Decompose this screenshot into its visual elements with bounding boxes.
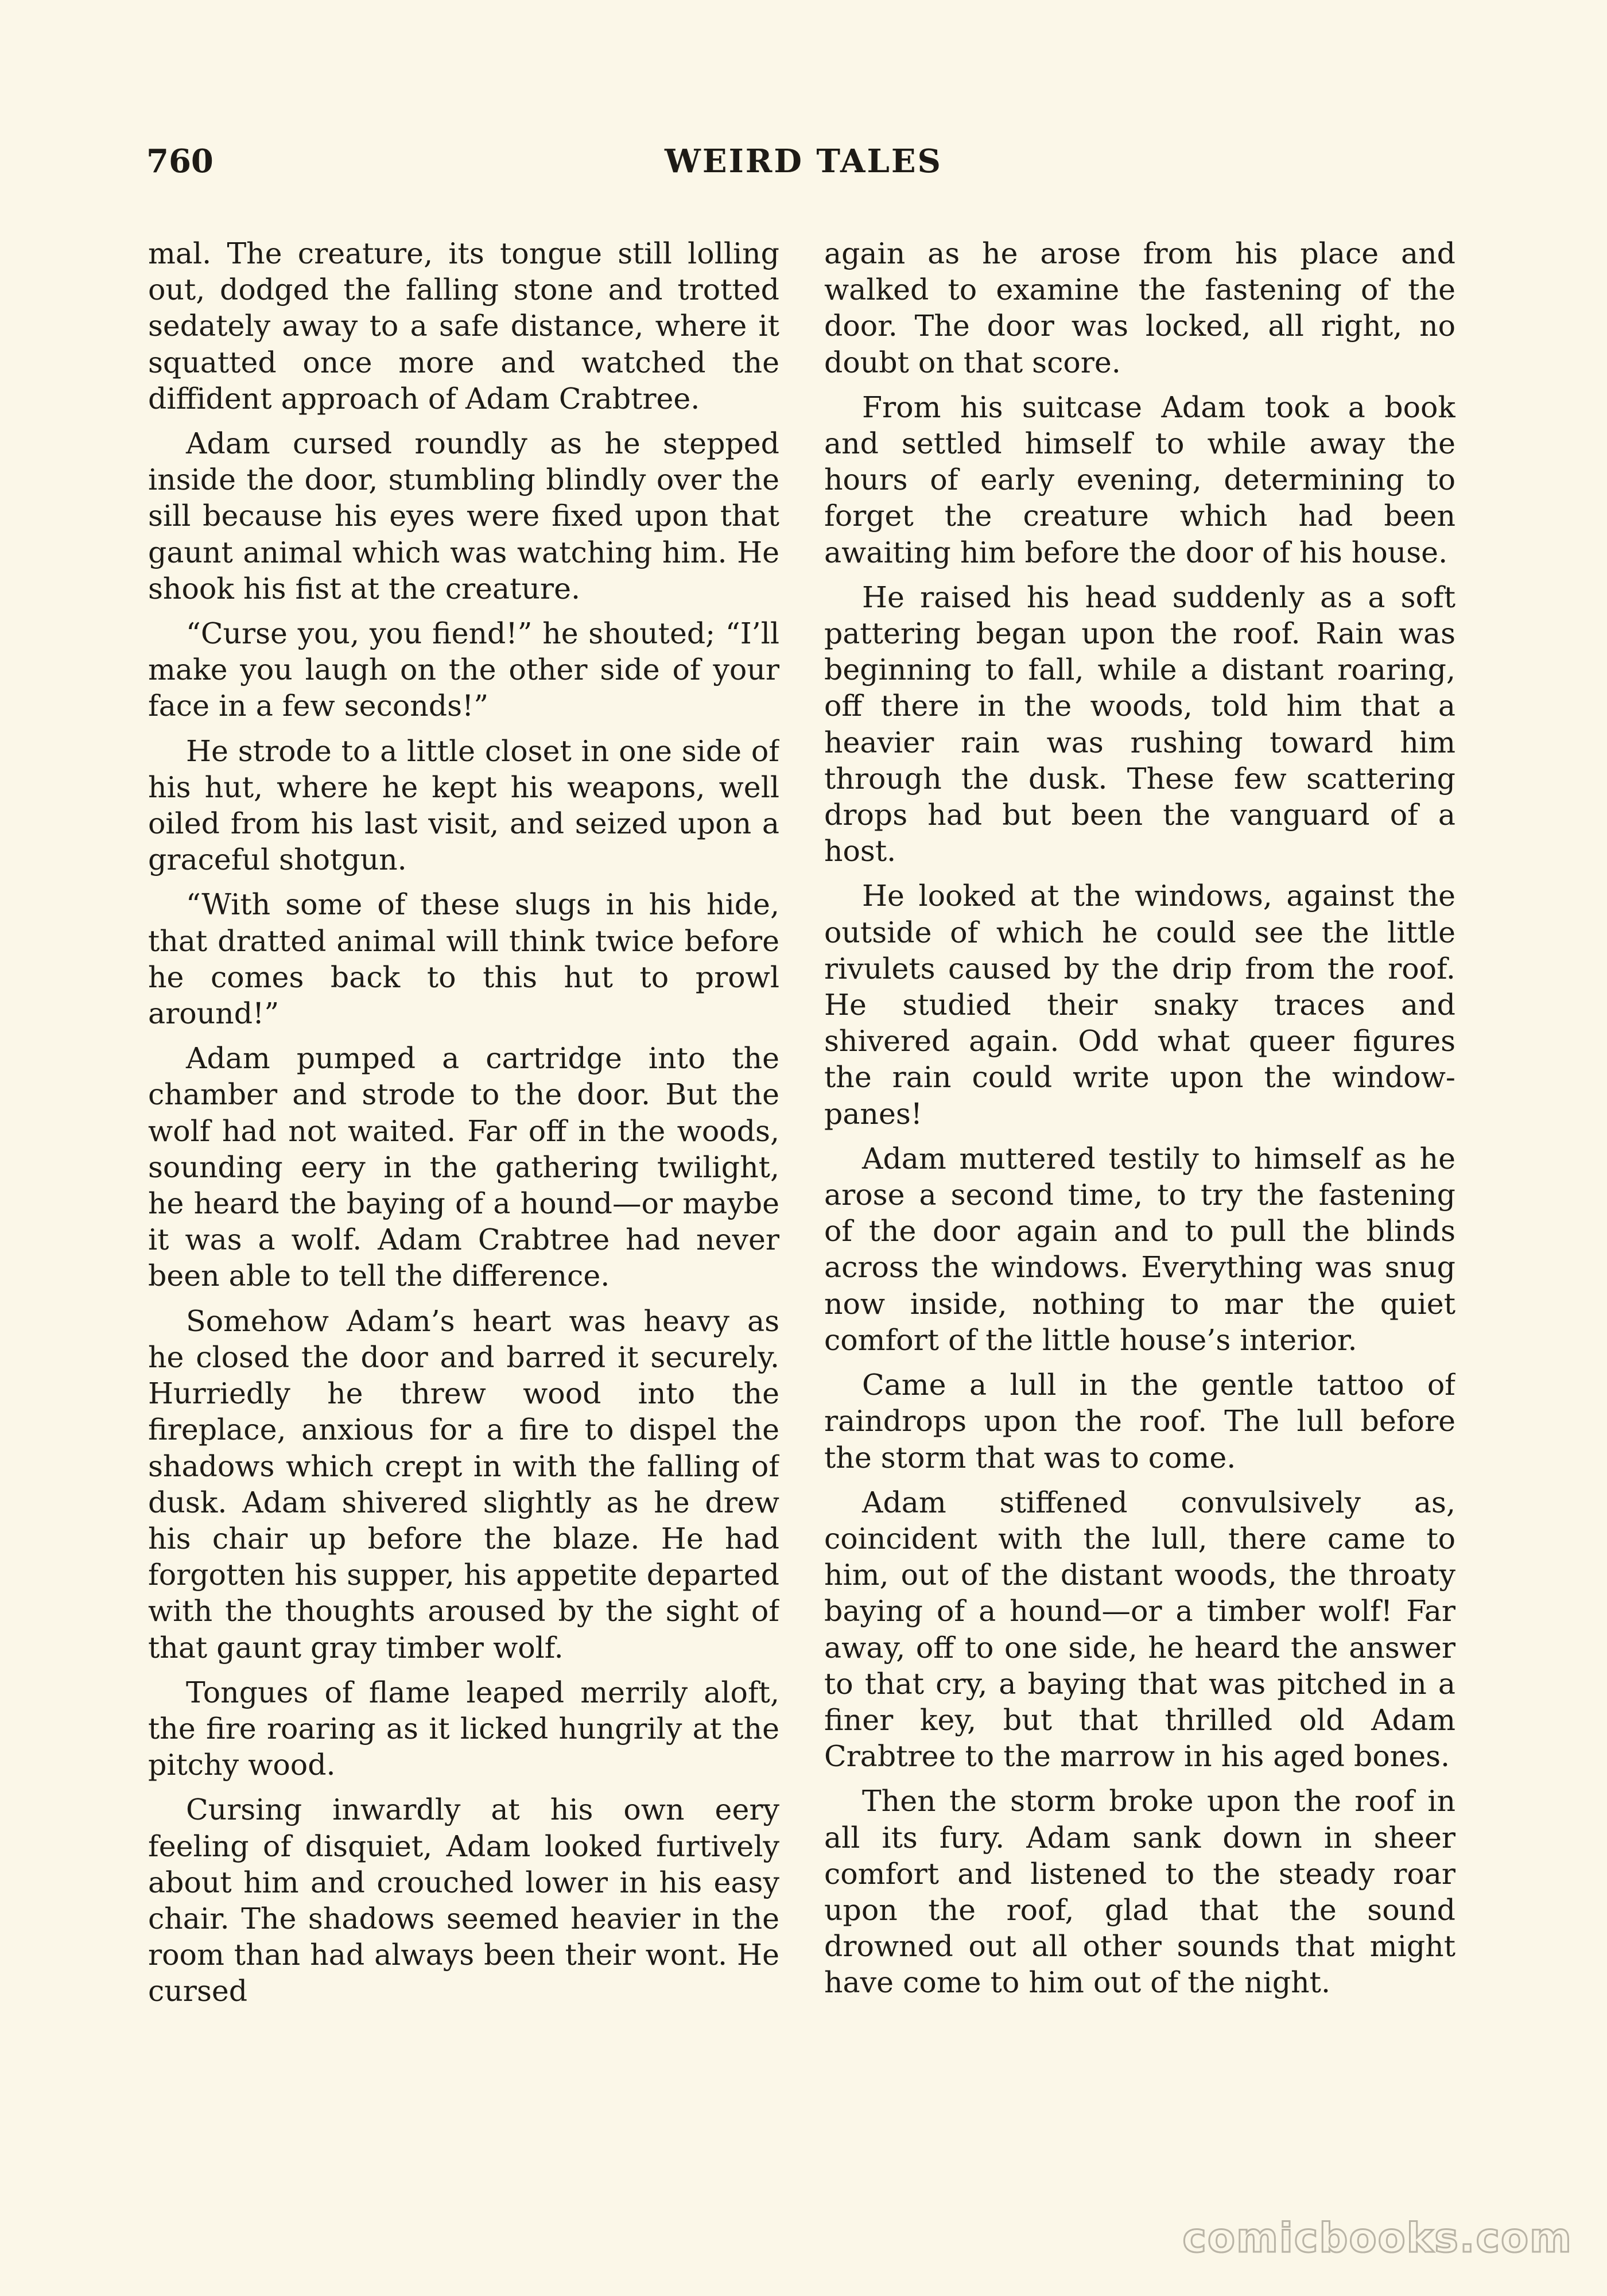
paragraph: From his suitcase Adam took a book and settled himself to while away the hours of early evening, determining to forget the creature which had been awaiting him before the door of his house. [824, 390, 1455, 569]
paragraph: He raised his head suddenly as a soft pattering began upon the roof. Rain was beginning to fall, while a distant roaring, off there in the woods, told him that a heavier rain was rushing toward him through the dusk. These few scattering drops had but been the vanguard of a host. [824, 580, 1455, 868]
paragraph: Tongues of flame leaped merrily aloft, the fire roaring as it licked hungrily at the pitchy wood. [148, 1675, 779, 1782]
left-column [148, 235, 779, 2152]
paragraph: Adam muttered testily to himself as he arose a second time, to try the fastening of the door again and to pull the blinds across the windows. Everything was snug now inside, nothing to mar the quiet comfort of the little house’s interior. [824, 1141, 1455, 1357]
paragraph: “Curse you, you fiend!” he shouted; “I’ll make you laugh on the other side of your face in a few seconds!” [148, 616, 779, 723]
paragraph: Came a lull in the gentle tattoo of raindrops upon the roof. The lull before the storm that was to come. [824, 1368, 1455, 1475]
paragraph: again as he arose from his place and walked to examine the fastening of the door. The door was locked, all right, no doubt on that score. [824, 236, 1455, 379]
paragraph: Adam stiffened convulsively as, coincident with the lull, there came to him, out of the distant woods, the throaty baying of a hound—or a timber wolf! Far away, off to one side, he heard the answer to that cry, a baying that was pitched in a finer key, but that thrilled old Adam Crabtree to the marrow in his aged bones. [824, 1485, 1455, 1774]
paragraph: Somehow Adam’s heart was heavy as he closed the door and barred it securely. Hurriedly he threw wood into the fireplace, anxious for a fire to dispel the shadows which crept in with the falling of dusk. Adam shivered slightly as he drew his chair up before the blaze. He had forgotten his supper, his appetite departed with the thoughts aroused by the sight of that gaunt gray timber wolf. [148, 1304, 779, 1665]
page-number: 760 [146, 142, 214, 180]
paragraph: Adam cursed roundly as he stepped inside the door, stumbling blindly over the sill because his eyes were fixed upon that gaunt animal which was watching him. He shook his fist at the creature. [148, 426, 779, 606]
right-column [824, 235, 1455, 2152]
paragraph: He looked at the windows, against the outside of which he could see the little rivulets caused by the drip from the roof. He studied their snaky traces and shivered again. Odd what queer figures the rain could write upon the window-panes! [824, 879, 1455, 1131]
paragraph: Then the storm broke upon the roof in all its fury. Adam sank down in sheer comfort and listened to the steady roar upon the roof, glad that the sound drowned out all other sounds that might have come to him out of the night. [824, 1784, 1455, 2000]
paragraph: mal. The creature, its tongue still lolling out, dodged the falling stone and trotted sedately away to a safe distance, where it squatted once more and watched the diffident approach of Adam Crabtree. [148, 236, 779, 416]
watermark: comicbooks.com [1182, 2214, 1573, 2262]
running-head: WEIRD TALES [665, 142, 942, 180]
paragraph: Cursing inwardly at his own eery feeling of disquiet, Adam looked furtively about him and crouched lower in his easy chair. The shadows seemed heavier in the room than had always been their wont. He cursed [148, 1793, 779, 2008]
paragraph: Adam pumped a cartridge into the chamber and strode to the door. But the wolf had not waited. Far off in the woods, sounding eery in the gathering twilight, he heard the baying of a hound—or maybe it was a wolf. Adam Crabtree had never been able to tell the difference. [148, 1041, 779, 1293]
paragraph: He strode to a little closet in one side of his hut, where he kept his weapons, well oiled from his last visit, and seized upon a graceful shotgun. [148, 734, 779, 877]
page-header [146, 142, 1461, 188]
paragraph: “With some of these slugs in his hide, that dratted animal will think twice before he comes back to this hut to prowl around!” [148, 887, 779, 1031]
